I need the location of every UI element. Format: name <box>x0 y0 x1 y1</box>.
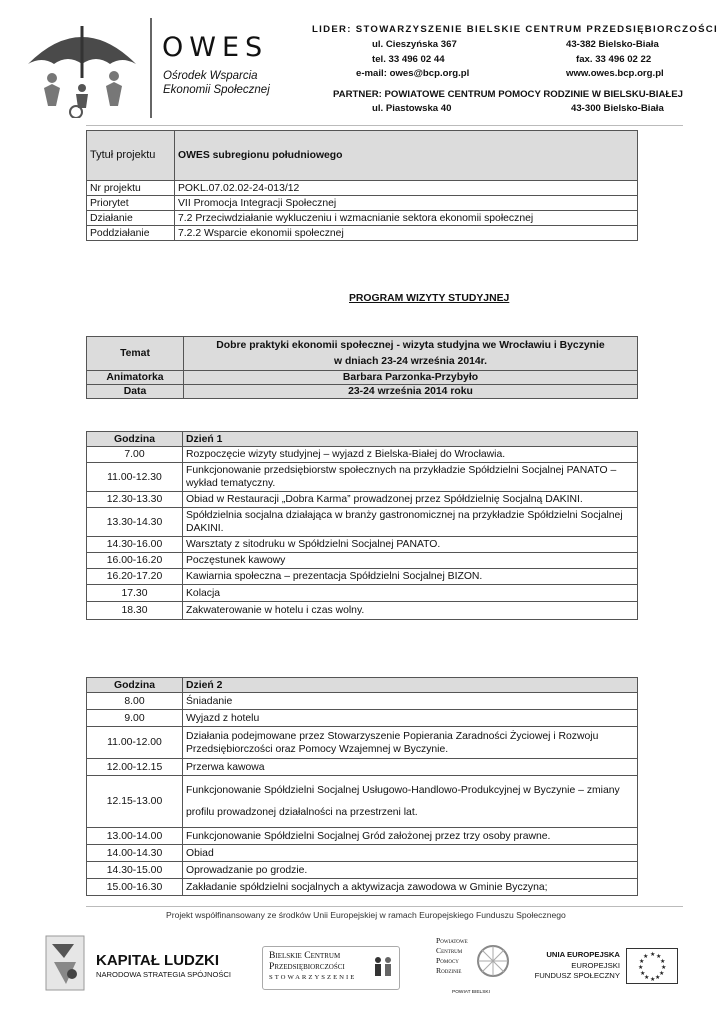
leader-tel: tel. 33 496 02 44 <box>372 54 445 65</box>
schedule-time: 11.00-12.00 <box>87 727 183 759</box>
logo-subtitle-2: Ekonomii Społecznej <box>163 84 270 96</box>
schedule-desc: Przerwa kawowa <box>183 759 638 776</box>
eu-line-1: UNIA EUROPEJSKA <box>546 950 620 959</box>
schedule-time: 14.30-15.00 <box>87 862 183 879</box>
project-row-label: Poddziałanie <box>87 226 175 241</box>
project-row-value: 7.2.2 Wsparcie ekonomii społecznej <box>175 226 638 241</box>
schedule-desc: Funkcjonowanie przedsiębiorstw społecznych na przykładzie Spółdzielni Socjalnej PANATO – wykład tematyczny. <box>183 463 638 492</box>
schedule-time: 16.00-16.20 <box>87 553 183 569</box>
schedule-desc: Rozpoczęcie wizyty studyjnej – wyjazd z Bielska-Białej do Wrocławia. <box>183 447 638 463</box>
partner-line: PARTNER: POWIATOWE CENTRUM POMOCY RODZINIE W BIELSKU-BIAŁEJ <box>333 89 683 100</box>
logo-title: OWES <box>162 32 269 63</box>
partner-city: 43-300 Bielsko-Biała <box>571 103 664 114</box>
schedule-time: 8.00 <box>87 693 183 710</box>
kapital-ludzki-emblem-icon <box>44 934 86 992</box>
schedule-desc: Warsztaty z sitodruku w Spółdzielni Socjalnej PANATO. <box>183 537 638 553</box>
schedule-time: 12.15-13.00 <box>87 776 183 828</box>
day1-day-header: Dzień 1 <box>183 432 638 447</box>
bcp-line-1: Bielskie Centrum <box>269 950 341 961</box>
schedule-desc: Obiad w Restauracji „Dobra Karma” prowadzonej przez Spółdzielnię Socjalną DAKINI. <box>183 492 638 508</box>
schedule-desc: Oprowadzanie po grodzie. <box>183 862 638 879</box>
project-title-value: OWES subregionu południowego <box>175 131 638 181</box>
project-title-label: Tytuł projektu <box>87 131 175 181</box>
leader-line: LIDER: STOWARZYSZENIE BIELSKIE CENTRUM PRZEDSIĘBIORCZOŚCI <box>312 24 718 35</box>
schedule-desc: Działania podejmowane przez Stowarzyszenie Popierania Zaradności Życiowej i Rozwoju Przedsiębiorczości oraz Pomocy Wzajemnej w Byczynie. <box>183 727 638 759</box>
topic-value <box>184 337 638 371</box>
owes-logo <box>22 18 302 118</box>
day2-hour-header: Godzina <box>87 678 183 693</box>
day1-hour-header: Godzina <box>87 432 183 447</box>
visit-table <box>86 336 638 399</box>
schedule-desc: Wyjazd z hotelu <box>183 710 638 727</box>
schedule-time: 9.00 <box>87 710 183 727</box>
bcp-logo <box>262 946 400 990</box>
bcp-line-3: STOWARZYSZENIE <box>269 974 357 981</box>
schedule-time: 18.30 <box>87 602 183 620</box>
svg-text:★: ★ <box>644 974 650 981</box>
project-row-label: Priorytet <box>87 196 175 211</box>
partner-street: ul. Piastowska 40 <box>372 103 452 114</box>
schedule-time: 12.30-13.30 <box>87 492 183 508</box>
schedule-desc: Obiad <box>183 845 638 862</box>
date-value: 23-24 września 2014 roku <box>184 385 638 399</box>
leader-fax: fax. 33 496 02 22 <box>576 54 652 65</box>
animator-value: Barbara Parzonka-Przybyło <box>184 371 638 385</box>
eu-line-2: EUROPEJSKI <box>571 961 620 970</box>
svg-text:★: ★ <box>638 964 644 971</box>
pcpr-logo <box>432 934 516 1000</box>
bcp-line-2: Przedsiębiorczości <box>269 961 345 972</box>
cofinance-note: Projekt współfinansowany ze środków Unii Europejskiej w ramach Europejskiego Funduszu Społecznego <box>166 910 566 920</box>
schedule-desc: Zakwaterowanie w hotelu i czas wolny. <box>183 602 638 620</box>
umbrella-family-icon <box>22 18 142 118</box>
svg-text:★: ★ <box>639 958 645 965</box>
schedule-time: 14.30-16.00 <box>87 537 183 553</box>
project-row-label: Działanie <box>87 211 175 226</box>
animator-label: Animatorka <box>87 371 184 385</box>
footer-divider <box>86 906 683 907</box>
schedule-desc: Kolacja <box>183 585 638 602</box>
leader-email: e-mail: owes@bcp.org.pl <box>356 68 470 79</box>
eu-logo <box>532 946 682 986</box>
project-row-value: POKL.07.02.02-24-013/12 <box>175 181 638 196</box>
program-title: PROGRAM WIZYTY STUDYJNEJ <box>349 293 510 304</box>
schedule-desc: Kawiarnia społeczna – prezentacja Spółdzielni Socjalnej BIZON. <box>183 569 638 585</box>
leader-city: 43-382 Bielsko-Biała <box>566 39 659 50</box>
day1-table <box>86 431 638 620</box>
topic-line-2: w dniach 23-24 września 2014r. <box>333 355 488 367</box>
project-row-value: VII Promocja Integracji Społecznej <box>175 196 638 211</box>
pcpr-line-2: Centrum <box>436 946 463 955</box>
schedule-desc: Poczęstunek kawowy <box>183 553 638 569</box>
svg-text:★: ★ <box>655 974 661 981</box>
svg-text:★: ★ <box>643 953 649 960</box>
project-row-value: 7.2 Przeciwdziałanie wykluczeniu i wzmacnianie sektora ekonomii społecznej <box>175 211 638 226</box>
svg-text:★: ★ <box>660 958 666 965</box>
schedule-time: 12.00-12.15 <box>87 759 183 776</box>
schedule-desc: Zakładanie spółdzielni socjalnych a aktywizacja zawodowa w Gminie Byczyna; <box>183 879 638 896</box>
schedule-time: 11.00-12.30 <box>87 463 183 492</box>
day2-table <box>86 677 638 896</box>
schedule-time: 16.20-17.20 <box>87 569 183 585</box>
day2-day-header: Dzień 2 <box>183 678 638 693</box>
schedule-time: 7.00 <box>87 447 183 463</box>
kl-subtitle: NARODOWA STRATEGIA SPÓJNOŚCI <box>96 970 232 979</box>
date-label: Data <box>87 385 184 399</box>
schedule-desc: Śniadanie <box>183 693 638 710</box>
pcpr-line-3: Pomocy <box>436 956 459 965</box>
topic-label: Temat <box>87 337 184 371</box>
leader-www: www.owes.bcp.org.pl <box>566 68 664 79</box>
project-row-label: Nr projektu <box>87 181 175 196</box>
svg-text:★: ★ <box>650 976 656 983</box>
schedule-time: 17.30 <box>87 585 183 602</box>
leader-street: ul. Cieszyńska 367 <box>372 39 457 50</box>
kl-title: KAPITAŁ LUDZKI <box>96 952 220 969</box>
eu-flag-icon <box>626 948 678 984</box>
pcpr-line-5: POWIAT BIELSKI <box>452 990 490 995</box>
svg-text:★: ★ <box>640 970 646 977</box>
kapital-ludzki-logo <box>44 934 244 994</box>
schedule-time: 14.00-14.30 <box>87 845 183 862</box>
pcpr-line-1: Powiatowe <box>436 936 468 945</box>
schedule-time: 15.00-16.30 <box>87 879 183 896</box>
schedule-desc: Funkcjonowanie Spółdzielni Socjalnej Gród założonej przez trzy osoby prawne. <box>183 828 638 845</box>
schedule-time: 13.30-14.30 <box>87 508 183 537</box>
svg-text:★: ★ <box>661 964 667 971</box>
logo-subtitle-1: Ośrodek Wsparcia <box>163 70 258 82</box>
header-divider <box>86 125 683 126</box>
pcpr-line-4: Rodzinie <box>436 966 462 975</box>
svg-text:★: ★ <box>656 953 662 960</box>
pcpr-emblem-icon <box>476 944 510 978</box>
svg-text:★: ★ <box>659 970 665 977</box>
svg-text:★: ★ <box>650 951 656 958</box>
eu-line-3: FUNDUSZ SPOŁECZNY <box>534 971 620 980</box>
schedule-desc: Spółdzielnia socjalna działająca w branży gastronomicznej na przykładzie Spółdzielni Socjalnej DAKINI. <box>183 508 638 537</box>
schedule-desc: Funkcjonowanie Spółdzielni Socjalnej Usługowo-Handlowo-Produkcyjnej w Byczynie – zmiany profilu prowadzonej działalności na przestrzeni lat. <box>183 776 638 828</box>
schedule-time: 13.00-14.00 <box>87 828 183 845</box>
bcp-figures-icon <box>373 955 393 979</box>
topic-line-1: Dobre praktyki ekonomii społecznej - wizyta studyjna we Wrocławiu i Byczynie <box>216 339 605 351</box>
project-table <box>86 130 638 241</box>
